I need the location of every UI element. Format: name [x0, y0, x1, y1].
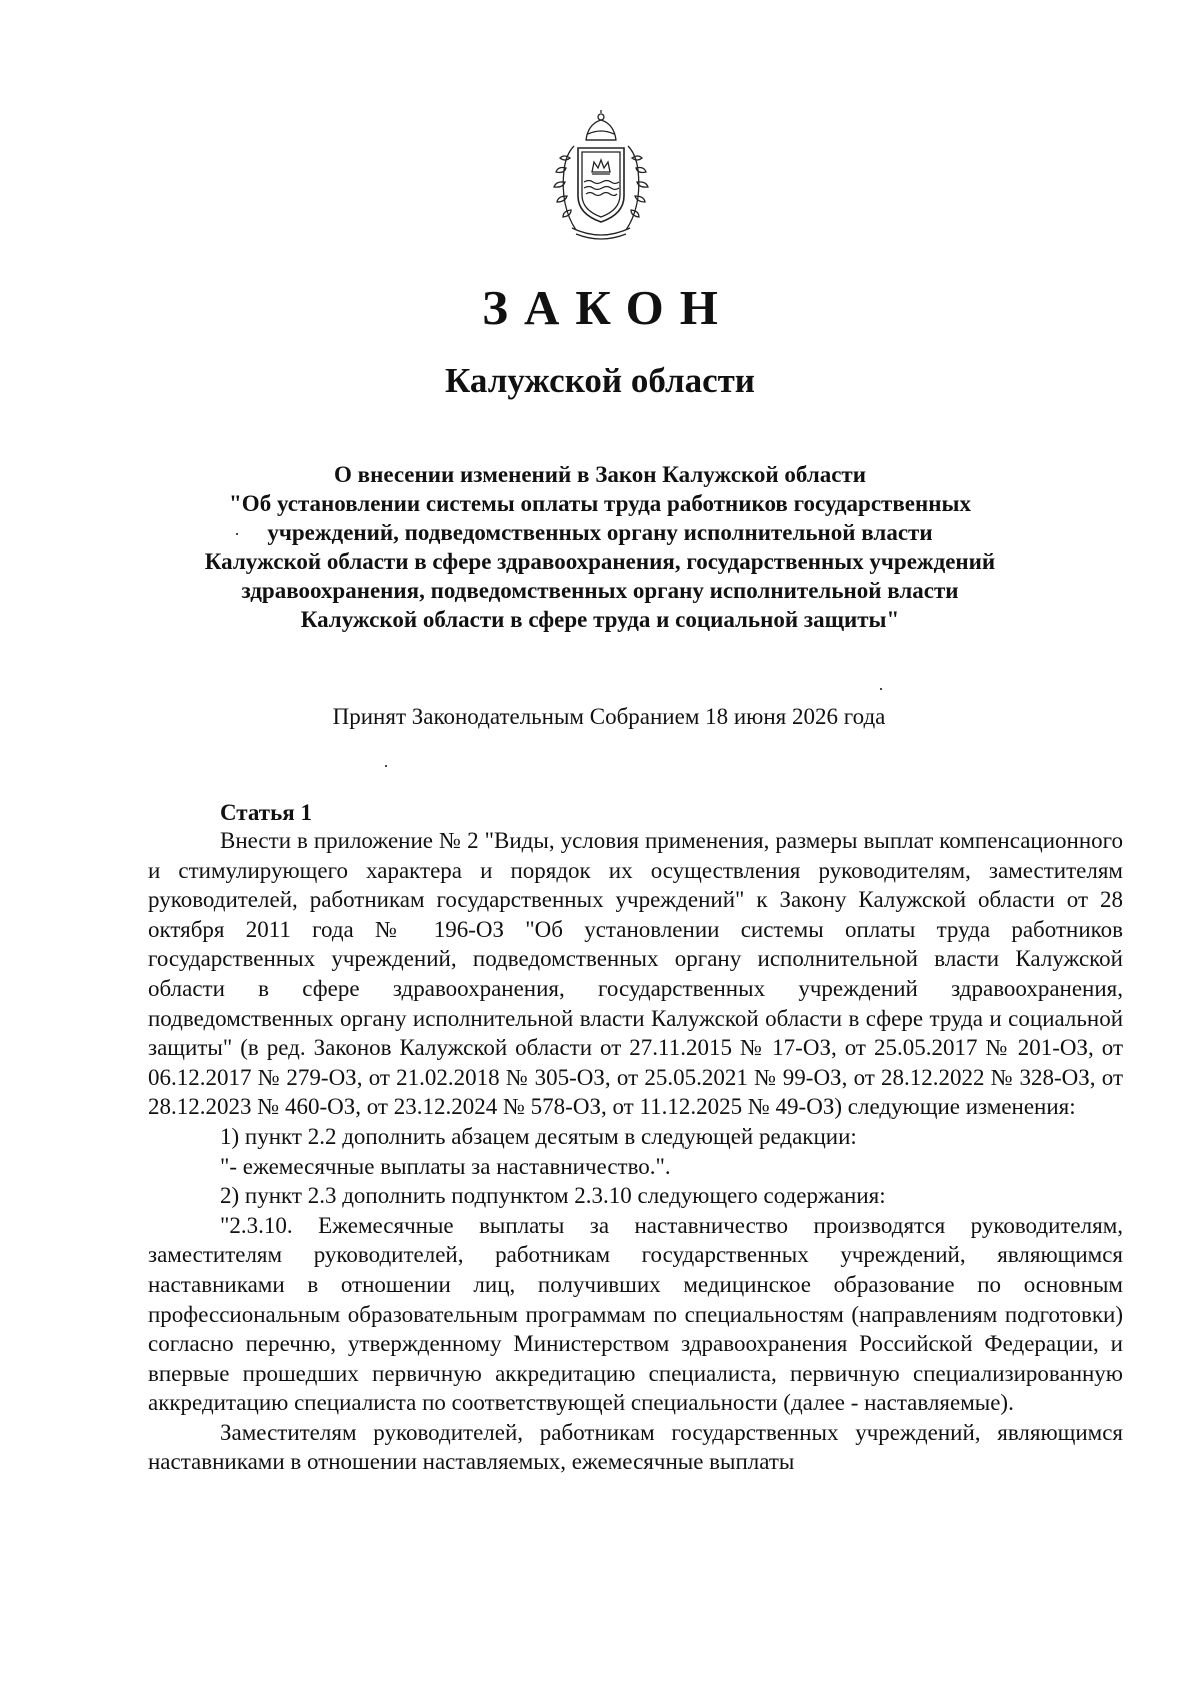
article-paragraph: Внести в приложение № 2 "Виды, условия применения, размеры выплат компенсационного и стимулирующего характера и порядок их осуществления руководителям, заместителям руководителей, работникам государственных учреждений" к Закону Калужской области от 28 октября 2011 года № 196-ОЗ "Об установлении системы оплаты труда работников государственных учреждений, подведомственных органу исполнительной власти Калужской области в сфере здравоохранения, государственных учреждений здравоохранения, подведомственных органу исполнительной власти Калужской области в сфере труда и социальной защиты" (в ред. Законов Калужской области от 27.11.2015 № 17-ОЗ, от 25.05.2017 № 201-ОЗ, от 06.12.2017 № 279-ОЗ, от 21.02.2018 № 305-ОЗ, от 25.05.2021 № 99-ОЗ, от 28.12.2022 № 328-ОЗ, от 28.12.2023 № 460-ОЗ, от 23.12.2024 № 578-ОЗ, от 11.12.2025 № 49-ОЗ) следующие изменения: — [148, 828, 1123, 1120]
scan-speck — [880, 688, 882, 690]
article-paragraph: Заместителям руководителей, работникам государственных учреждений, являющимся наставниками в отношении наставляемых, ежемесячные выплаты — [148, 1419, 1123, 1475]
law-name-line: О внесении изменений в Закон Калужской области — [334, 462, 866, 487]
coat-of-arms-emblem — [546, 110, 656, 244]
law-name-line: здравоохранения, подведомственных органу исполнительной власти — [241, 578, 959, 603]
law-name-line: Калужской области в сфере труда и социальной защиты" — [300, 607, 900, 632]
article-paragraph: "- ежемесячные выплаты за наставничество.". — [220, 1153, 671, 1179]
scan-speck — [236, 533, 238, 535]
article-paragraph: 1) пункт 2.2 дополнить абзацем десятым в следующей редакции: — [220, 1123, 857, 1149]
law-name-line: "Об установлении системы оплаты труда работников государственных — [229, 491, 971, 516]
law-name-line: учреждений, подведомственных органу исполнительной власти — [267, 520, 933, 545]
scan-speck — [385, 765, 387, 767]
document-subtitle: Калужской области — [445, 361, 755, 400]
law-name — [100, 460, 1100, 634]
document-title: ЗАКОН — [482, 280, 734, 335]
law-name-line: Калужской области в сфере здравоохранения, государственных учреждений — [204, 549, 996, 574]
article-paragraph: 2) пункт 2.3 дополнить подпунктом 2.3.10 следующего содержания: — [220, 1183, 886, 1209]
adoption-line: Принят Законодательным Собранием 18 июня 2026 года — [332, 704, 886, 729]
article-paragraph: "2.3.10. Ежемесячные выплаты за наставничество производятся руководителям, заместителям руководителей, работникам государственных учреждений, являющимся наставниками в отношении лиц, получивших медицинское образование по основным профессиональным образовательным программам по специальностям (направлениям подготовки) согласно перечню, утвержденному Министерством здравоохранения Российской Федерации, и впервые прошедших первичную аккредитацию специалиста, первичную специализированную аккредитацию специалиста по соответствующей специальности (далее - наставляемые). — [148, 1212, 1123, 1416]
article-body — [148, 826, 1123, 1477]
article-heading: Статья 1 — [220, 800, 312, 825]
